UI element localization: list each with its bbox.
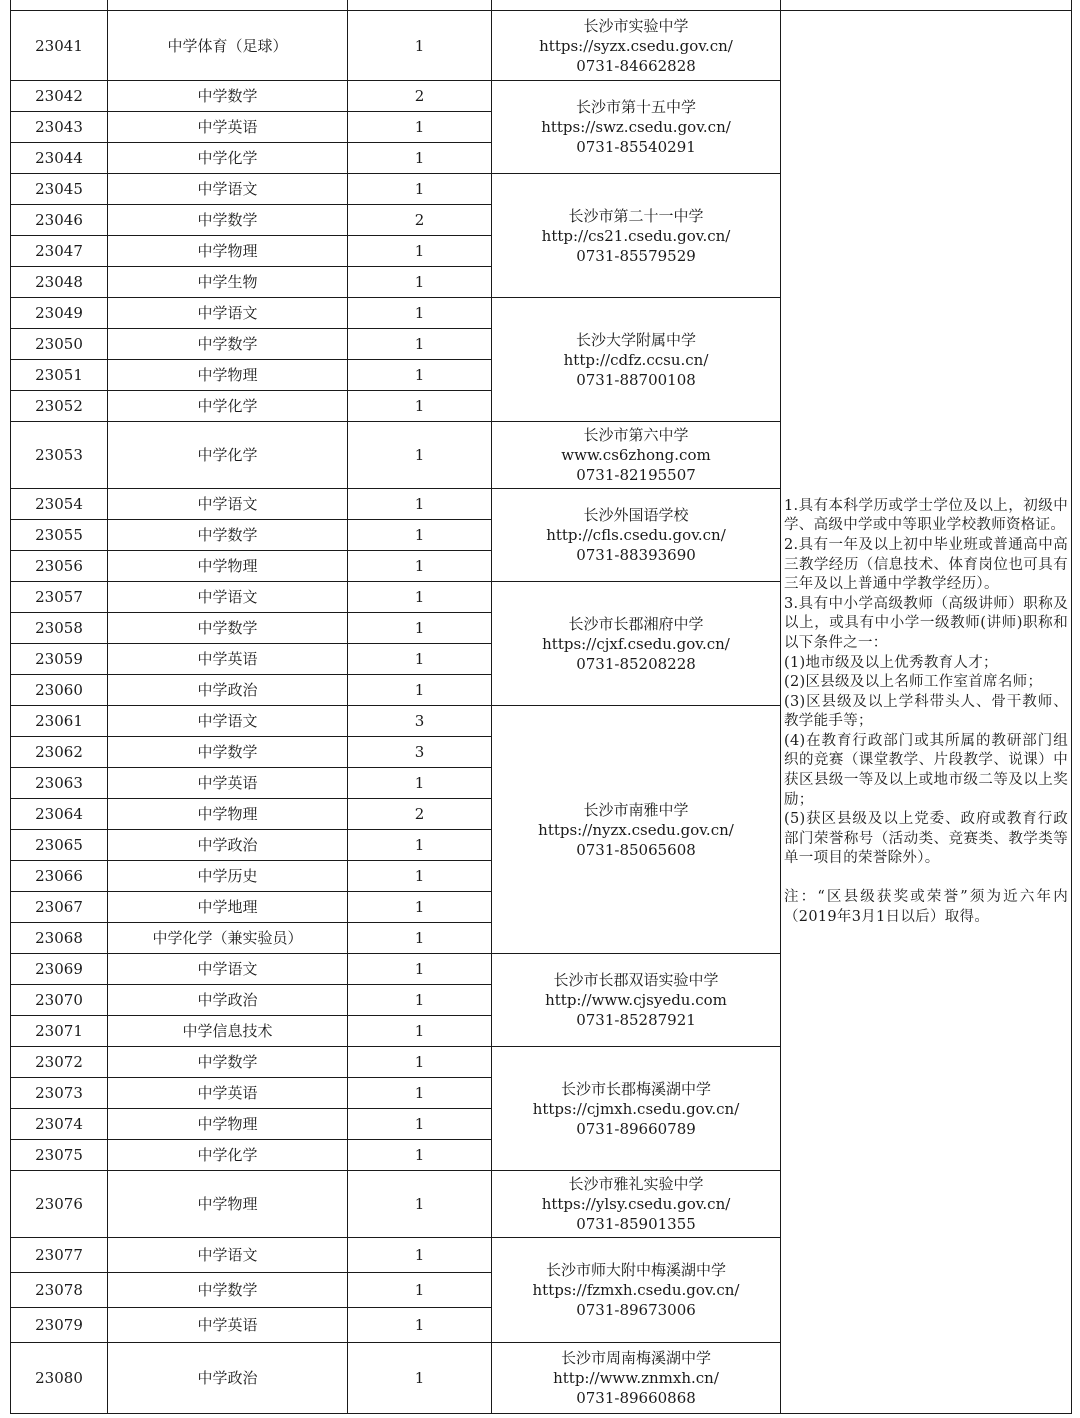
requirement-item: (4)在教育行政部门或其所属的教研部门组织的竞赛（课堂教学、片段教学、说课）中获区县级一等及以上或地市级二等及以上奖励；: [784, 732, 1068, 808]
position-code-cell: 23065: [11, 830, 108, 861]
position-code-cell: 23079: [11, 1308, 108, 1343]
subject-cell: 中学数学: [108, 205, 348, 236]
headcount-cell: 1: [348, 582, 492, 613]
headcount-cell: 1: [348, 830, 492, 861]
headcount-cell: 1: [348, 422, 492, 489]
school-info-cell: [492, 1171, 781, 1238]
position-code-cell: 23052: [11, 391, 108, 422]
school-url[interactable]: https://cjxf.csedu.gov.cn/: [542, 634, 730, 653]
subject-cell: 中学化学: [108, 1140, 348, 1171]
subject-cell: 中学化学（兼实验员）: [108, 923, 348, 954]
subject-cell: 中学信息技术: [108, 1016, 348, 1047]
headcount-cell: 1: [348, 1078, 492, 1109]
headcount-cell: 1: [348, 360, 492, 391]
requirement-item: (5)获区县级及以上党委、政府或教育行政部门荣誉称号（活动类、竞赛类、教学类等单一项目的荣誉除外）。: [784, 811, 1068, 867]
school-info-cell: [492, 1047, 781, 1171]
subject-cell: 中学语文: [108, 954, 348, 985]
headcount-cell: 1: [348, 1308, 492, 1343]
position-code-cell: 23056: [11, 551, 108, 582]
clipped-cell: [348, 0, 492, 11]
position-code-cell: 23064: [11, 799, 108, 830]
subject-cell: 中学政治: [108, 985, 348, 1016]
position-code-cell: 23042: [11, 81, 108, 112]
school-url[interactable]: https://swz.csedu.gov.cn/: [541, 118, 731, 136]
subject-cell: 中学英语: [108, 112, 348, 143]
subject-cell: 中学英语: [108, 1308, 348, 1343]
clipped-cell: [781, 0, 1072, 11]
school-name: 长沙市第二十一中学: [568, 206, 704, 225]
headcount-cell: 1: [348, 551, 492, 582]
subject-cell: 中学语文: [108, 1238, 348, 1273]
position-code-cell: 23057: [11, 582, 108, 613]
school-name: 长沙市周南梅溪湖中学: [560, 1349, 711, 1367]
subject-cell: 中学数学: [108, 1047, 348, 1078]
subject-cell: 中学语文: [108, 706, 348, 737]
headcount-cell: 1: [348, 1047, 492, 1078]
school-url[interactable]: https://fzmxh.csedu.gov.cn/: [532, 1281, 740, 1299]
school-info-cell: [492, 11, 781, 81]
position-code-cell: 23062: [11, 737, 108, 768]
school-info-cell: [492, 298, 781, 422]
school-info-cell: [492, 582, 781, 706]
school-info-cell: [492, 1238, 781, 1343]
subject-cell: 中学政治: [108, 675, 348, 706]
headcount-cell: 2: [348, 81, 492, 112]
school-url[interactable]: http://cdfz.ccsu.cn/: [563, 350, 709, 369]
school-url[interactable]: http://www.cjsyedu.com: [545, 991, 727, 1009]
school-info-cell: [492, 489, 781, 582]
subject-cell: 中学数学: [108, 329, 348, 360]
school-phone: 0731-89673006: [576, 1301, 696, 1319]
headcount-cell: 1: [348, 391, 492, 422]
requirement-item: 2.具有一年及以上初中毕业班或普通高中高三教学经历（信息技术、体育岗位也可具有三年及以上普通中学教学经历）。: [784, 536, 1068, 593]
subject-cell: 中学数学: [108, 737, 348, 768]
school-name: 长沙市第六中学: [583, 426, 689, 444]
subject-cell: 中学化学: [108, 422, 348, 489]
position-code-cell: 23043: [11, 112, 108, 143]
headcount-cell: 1: [348, 923, 492, 954]
position-code-cell: 23047: [11, 236, 108, 267]
school-info-cell: [492, 706, 781, 954]
requirement-item: 3.具有中小学高级教师（高级讲师）职称及以上，或具有中小学一级教师(讲师)职称和以下条件之一：: [784, 595, 1068, 651]
requirements-cell: [781, 11, 1072, 1414]
position-code-cell: 23048: [11, 267, 108, 298]
school-name: 长沙市长郡湘府中学: [568, 614, 704, 633]
subject-cell: 中学物理: [108, 799, 348, 830]
subject-cell: 中学语文: [108, 174, 348, 205]
school-url[interactable]: https://ylsy.csedu.gov.cn/: [541, 1195, 731, 1213]
clipped-top-row: [11, 0, 1072, 11]
headcount-cell: 1: [348, 329, 492, 360]
position-code-cell: 23068: [11, 923, 108, 954]
school-url[interactable]: https://nyzx.csedu.gov.cn/: [538, 820, 734, 839]
school-phone: 0731-89660868: [576, 1389, 696, 1407]
school-phone: 0731-85540291: [576, 138, 696, 156]
position-code-cell: 23073: [11, 1078, 108, 1109]
position-code-cell: 23080: [11, 1343, 108, 1414]
headcount-cell: 1: [348, 861, 492, 892]
position-code-cell: 23060: [11, 675, 108, 706]
subject-cell: 中学物理: [108, 551, 348, 582]
clipped-cell: [108, 0, 348, 11]
position-code-cell: 23076: [11, 1171, 108, 1238]
position-code-cell: 23044: [11, 143, 108, 174]
school-phone: 0731-85579529: [576, 246, 696, 265]
subject-cell: 中学政治: [108, 830, 348, 861]
school-name: 长沙市第十五中学: [575, 98, 696, 116]
school-info-cell: [492, 81, 781, 174]
requirements-text: [784, 497, 1068, 927]
headcount-cell: 1: [348, 954, 492, 985]
requirement-item: 注：“区县级获奖或荣誉”须为近六年内（2019年3月1日以后）取得。: [784, 889, 1068, 925]
school-url[interactable]: http://cfls.csedu.gov.cn/: [546, 526, 726, 544]
school-name: 长沙市雅礼实验中学: [568, 1175, 704, 1193]
headcount-cell: 1: [348, 298, 492, 329]
headcount-cell: 1: [348, 267, 492, 298]
headcount-cell: 1: [348, 1343, 492, 1414]
headcount-cell: 1: [348, 613, 492, 644]
clipped-cell: [11, 0, 108, 11]
position-code-cell: 23066: [11, 861, 108, 892]
school-phone: 0731-89660789: [576, 1119, 696, 1138]
school-info-cell: [492, 1343, 781, 1414]
school-name: 长沙市师大附中梅溪湖中学: [545, 1261, 726, 1279]
school-name: 长沙市长郡梅溪湖中学: [560, 1079, 711, 1098]
position-code-cell: 23069: [11, 954, 108, 985]
school-phone: 0731-85208228: [576, 654, 696, 673]
headcount-cell: 1: [348, 520, 492, 551]
headcount-cell: 1: [348, 1016, 492, 1047]
position-code-cell: 23053: [11, 422, 108, 489]
school-name: 长沙市长郡双语实验中学: [553, 971, 719, 989]
school-name: 长沙市南雅中学: [583, 800, 689, 819]
position-code-cell: 23071: [11, 1016, 108, 1047]
school-phone: 0731-85901355: [576, 1215, 696, 1233]
headcount-cell: 1: [348, 985, 492, 1016]
school-phone: 0731-82195507: [576, 466, 696, 484]
position-code-cell: 23049: [11, 298, 108, 329]
position-code-cell: 23070: [11, 985, 108, 1016]
school-name: 长沙市实验中学: [583, 16, 689, 35]
position-code-cell: 23074: [11, 1109, 108, 1140]
requirement-item: (1)地市级及以上优秀教育人才；: [784, 654, 998, 671]
requirement-item: 1.具有本科学历或学士学位及以上，初级中学、高级中学或中等职业学校教师资格证。: [784, 497, 1068, 534]
requirement-item: (2)区县级及以上名师工作室首席名师；: [784, 674, 1043, 691]
headcount-cell: 1: [348, 489, 492, 520]
position-code-cell: 23041: [11, 11, 108, 81]
headcount-cell: 1: [348, 892, 492, 923]
subject-cell: 中学语文: [108, 489, 348, 520]
subject-cell: 中学数学: [108, 520, 348, 551]
headcount-cell: 2: [348, 799, 492, 830]
school-info-cell: [492, 954, 781, 1047]
headcount-cell: 1: [348, 675, 492, 706]
subject-cell: 中学生物: [108, 267, 348, 298]
position-code-cell: 23050: [11, 329, 108, 360]
subject-cell: 中学物理: [108, 360, 348, 391]
school-url[interactable]: http://www.znmxh.cn/: [553, 1369, 719, 1387]
position-code-cell: 23046: [11, 205, 108, 236]
subject-cell: 中学数学: [108, 613, 348, 644]
headcount-cell: 2: [348, 205, 492, 236]
school-url[interactable]: https://syzx.csedu.gov.cn/: [539, 36, 733, 55]
headcount-cell: 1: [348, 1238, 492, 1273]
headcount-cell: 1: [348, 768, 492, 799]
headcount-cell: 1: [348, 1273, 492, 1308]
subject-cell: 中学化学: [108, 143, 348, 174]
subject-cell: 中学英语: [108, 644, 348, 675]
subject-cell: 中学英语: [108, 1078, 348, 1109]
headcount-cell: 1: [348, 143, 492, 174]
position-code-cell: 23077: [11, 1238, 108, 1273]
subject-cell: 中学体育（足球）: [108, 11, 348, 81]
headcount-cell: 1: [348, 1140, 492, 1171]
headcount-cell: 3: [348, 737, 492, 768]
school-name: 长沙大学附属中学: [575, 330, 696, 349]
school-phone: 0731-84662828: [576, 56, 696, 75]
subject-cell: 中学历史: [108, 861, 348, 892]
school-phone: 0731-85287921: [576, 1011, 696, 1029]
position-code-cell: 23059: [11, 644, 108, 675]
position-code-cell: 23063: [11, 768, 108, 799]
headcount-cell: 1: [348, 644, 492, 675]
headcount-cell: 1: [348, 112, 492, 143]
position-code-cell: 23054: [11, 489, 108, 520]
table-row: [11, 11, 1072, 81]
school-url[interactable]: www.cs6zhong.com: [561, 446, 711, 464]
school-phone: 0731-88700108: [576, 370, 696, 389]
school-info-cell: [492, 174, 781, 298]
clipped-cell: [492, 0, 781, 11]
headcount-cell: 1: [348, 174, 492, 205]
headcount-cell: 3: [348, 706, 492, 737]
school-phone: 0731-85065608: [576, 840, 696, 859]
job-table-body: [11, 0, 1072, 1414]
position-code-cell: 23055: [11, 520, 108, 551]
subject-cell: 中学物理: [108, 236, 348, 267]
subject-cell: 中学语文: [108, 582, 348, 613]
subject-cell: 中学英语: [108, 768, 348, 799]
school-info-cell: [492, 422, 781, 489]
position-code-cell: 23045: [11, 174, 108, 205]
subject-cell: 中学数学: [108, 81, 348, 112]
school-name: 长沙外国语学校: [583, 506, 689, 524]
school-url[interactable]: https://cjmxh.csedu.gov.cn/: [532, 1099, 740, 1118]
position-code-cell: 23051: [11, 360, 108, 391]
subject-cell: 中学物理: [108, 1171, 348, 1238]
school-phone: 0731-88393690: [576, 546, 696, 564]
subject-cell: 中学物理: [108, 1109, 348, 1140]
subject-cell: 中学化学: [108, 391, 348, 422]
subject-cell: 中学数学: [108, 1273, 348, 1308]
position-code-cell: 23075: [11, 1140, 108, 1171]
headcount-cell: 1: [348, 1109, 492, 1140]
subject-cell: 中学语文: [108, 298, 348, 329]
requirements-gap: [784, 869, 1068, 888]
school-url[interactable]: http://cs21.csedu.gov.cn/: [541, 226, 731, 245]
position-code-cell: 23078: [11, 1273, 108, 1308]
headcount-cell: 1: [348, 236, 492, 267]
subject-cell: 中学地理: [108, 892, 348, 923]
headcount-cell: 1: [348, 1171, 492, 1238]
subject-cell: 中学政治: [108, 1343, 348, 1414]
position-code-cell: 23058: [11, 613, 108, 644]
position-code-cell: 23072: [11, 1047, 108, 1078]
position-code-cell: 23061: [11, 706, 108, 737]
job-table: [10, 0, 1072, 1414]
requirement-item: (3)区县级及以上学科带头人、骨干教师、教学能手等；: [784, 693, 1068, 730]
position-code-cell: 23067: [11, 892, 108, 923]
headcount-cell: 1: [348, 11, 492, 81]
